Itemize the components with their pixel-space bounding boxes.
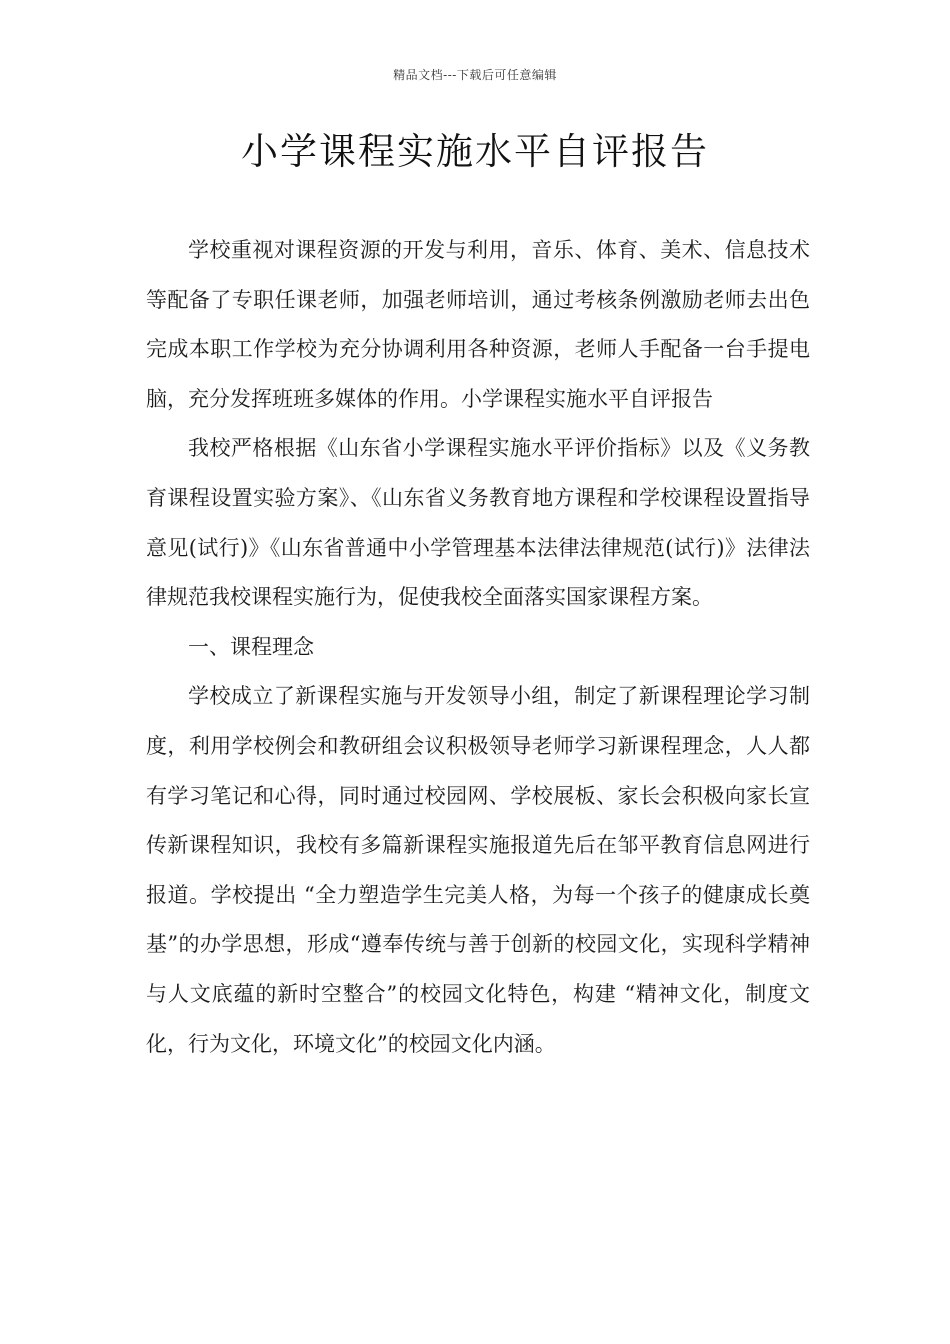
- document-body: [146, 226, 810, 1069]
- paragraph-curriculum-concept: 学校成立了新课程实施与开发领导小组，制定了新课程理论学习制度，利用学校例会和教研组会议积极领导老师学习新课程理念，人人都有学习笔记和心得，同时通过校园网、学校展板、家长会积极向家长宣传新课程知识，我校有多篇新课程实施报道先后在邹平教育信息网进行报道。学校提出 “全力塑造学生完美人格，为每一个孩子的健康成长奠基”的办学思想，形成“遵奉传统与善于创新的校园文化，实现科学精神与人文底蕴的新时空整合”的校园文化特色，构建 “精神文化，制度文化，行为文化，环境文化”的校园文化内涵。: [146, 684, 810, 1056]
- header-note: 精品文档---下载后可任意编辑: [393, 68, 557, 82]
- document-title: 小学课程实施水平自评报告: [241, 130, 709, 173]
- paragraph-standards: 我校严格根据《山东省小学课程实施水平评价指标》以及《义务教育课程设置实验方案》、《山东省义务教育地方课程和学校课程设置指导意见(试行)》《山东省普通中小学管理基本法律法律规范(试行)》法律法律规范我校课程实施行为，促使我校全面落实国家课程方案。: [146, 436, 810, 610]
- section-heading-curriculum-concept: 一、课程理念: [188, 634, 314, 659]
- paragraph-resources: 学校重视对课程资源的开发与利用，音乐、体育、美术、信息技术等配备了专职任课老师，加强老师培训，通过考核条例激励老师去出色完成本职工作学校为充分协调利用各种资源，老师人手配备一台手提电脑，充分发挥班班多媒体的作用。小学课程实施水平自评报告: [146, 238, 810, 411]
